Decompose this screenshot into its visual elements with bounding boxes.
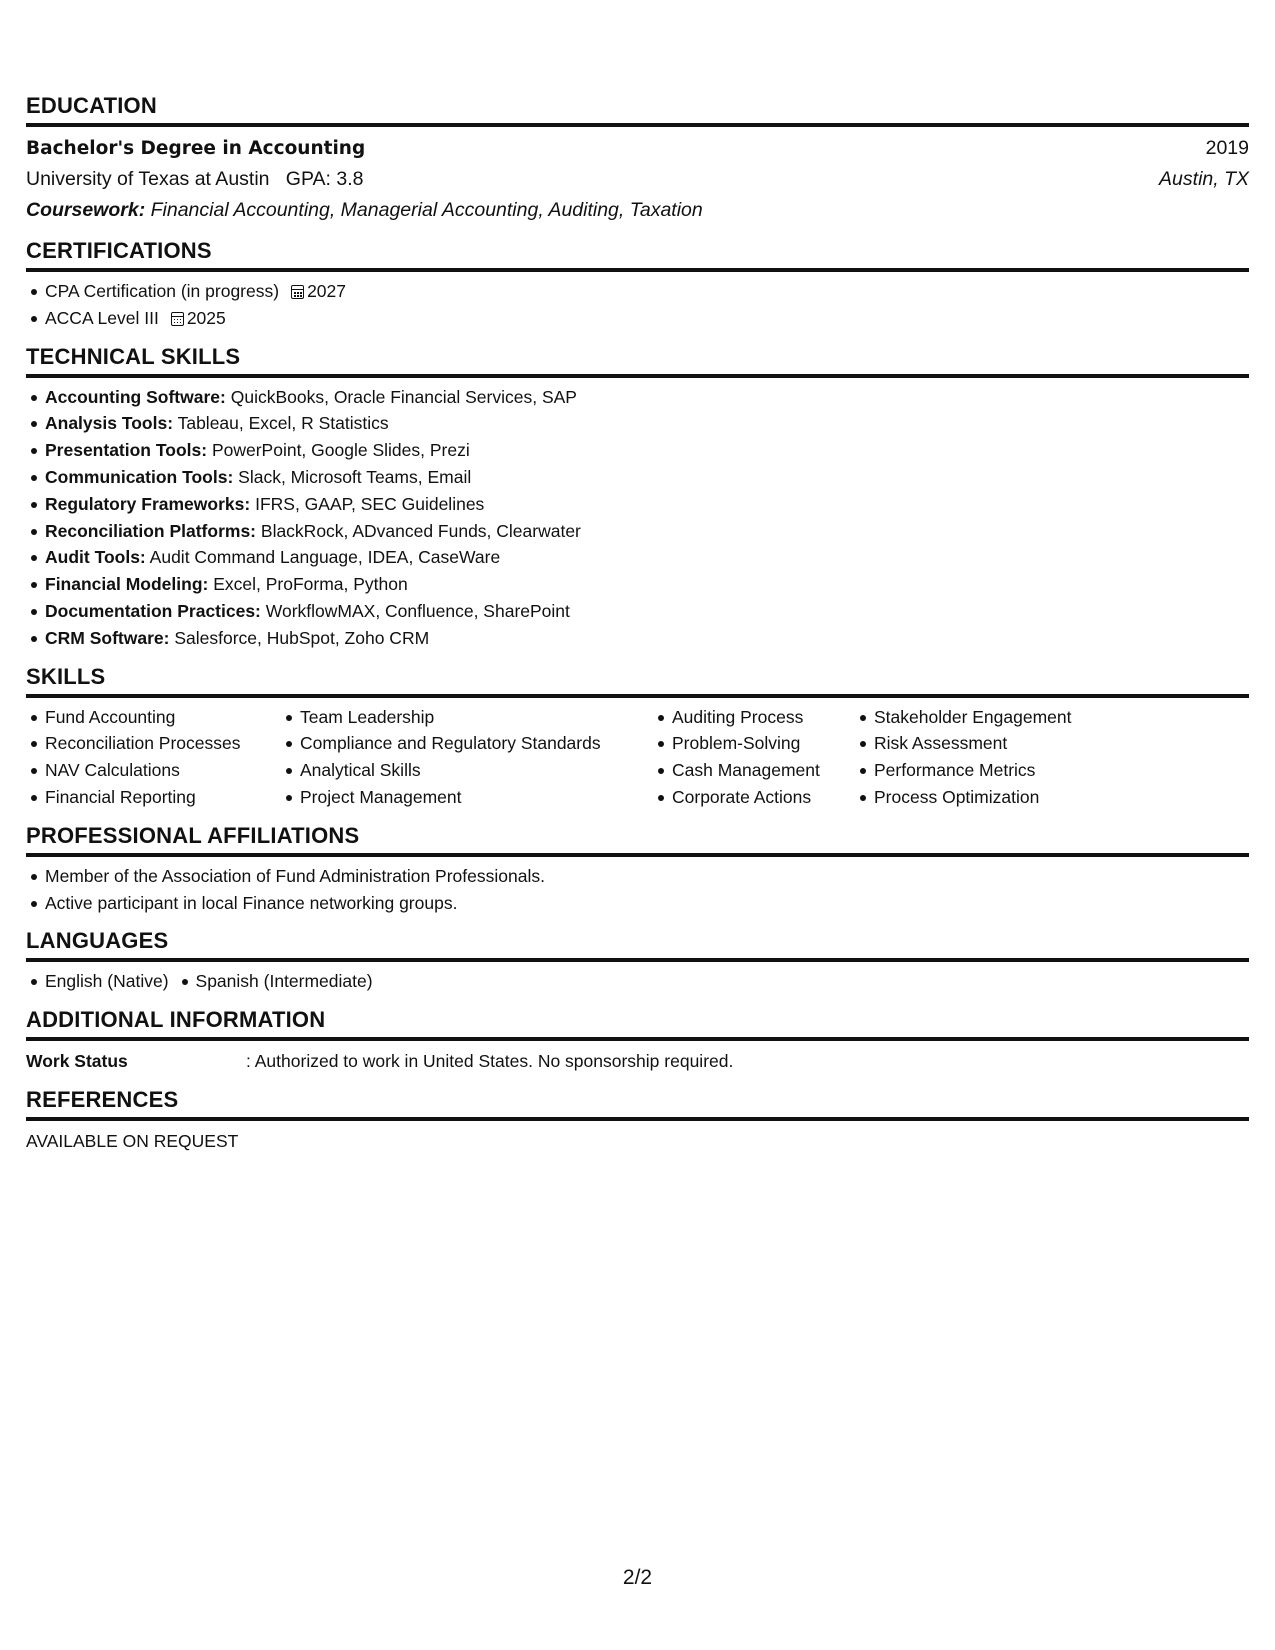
calendar-icon [171,312,184,326]
affiliations-heading: PROFESSIONAL AFFILIATIONS [26,823,1249,857]
list-item: English (Native) [45,968,169,995]
skills-column-3 [653,704,855,811]
coursework-label: Coursework: [26,199,146,221]
list-item [45,625,1249,652]
skills-section [26,664,1249,811]
school-location: Austin, TX [1159,168,1249,190]
affiliations-section [26,823,1249,917]
list-item: NAV Calculations [45,757,281,784]
skill-values: Tableau, Excel, R Statistics [177,413,389,434]
skill-category: Financial Modeling: [45,574,209,595]
skill-values: BlackRock, ADvanced Funds, Clearwater [260,520,581,541]
list-item: Risk Assessment [874,730,1174,757]
list-item [45,491,1249,518]
list-item [45,598,1249,625]
additional-info-section [26,1007,1249,1075]
list-item: Stakeholder Engagement [874,704,1174,731]
certification-year: 2027 [307,281,346,301]
work-status-row [26,1047,1249,1075]
list-item: Analytical Skills [300,757,653,784]
resume-page [26,93,1249,1167]
certifications-heading: CERTIFICATIONS [26,238,1249,272]
graduation-year: 2019 [1205,137,1249,159]
list-item: Corporate Actions [672,784,855,811]
list-item: Project Management [300,784,653,811]
gpa: GPA: 3.8 [285,168,364,190]
school-name: University of Texas at Austin [26,168,270,190]
list-item [45,544,1249,571]
list-item: Compliance and Regulatory Standards [300,730,653,757]
list-item: Spanish (Intermediate) [196,968,373,995]
skills-grid [26,704,1249,811]
list-item [45,305,1249,332]
coursework-list: Financial Accounting, Managerial Accounting, Auditing, Taxation [150,199,703,221]
list-item: Auditing Process [672,704,855,731]
technical-skills-list [26,384,1249,652]
certifications-section [26,238,1249,332]
certification-name: CPA Certification (in progress) [45,281,280,301]
coursework [26,195,1249,226]
skill-category: Accounting Software: [45,386,226,407]
education-school-row [26,164,1249,195]
work-status-label: Work Status [26,1051,128,1072]
certifications-list [26,278,1249,332]
references-heading: REFERENCES [26,1087,1249,1121]
additional-info-heading: ADDITIONAL INFORMATION [26,1007,1249,1041]
list-item [45,410,1249,437]
list-item [45,464,1249,491]
certification-year: 2025 [186,307,226,328]
list-item [45,278,1249,305]
list-item [45,384,1249,411]
skill-values: IFRS, GAAP, SEC Guidelines [255,493,485,514]
calendar-icon [291,285,304,299]
list-item [45,571,1249,598]
list-item: Member of the Association of Fund Administration Professionals. [45,863,1249,890]
skill-category: Audit Tools: [45,547,146,568]
skill-values: Slack, Microsoft Teams, Email [238,466,472,487]
list-item: Performance Metrics [874,757,1174,784]
list-item: Team Leadership [300,704,653,731]
skill-values: QuickBooks, Oracle Financial Services, SAP [230,386,577,407]
languages-list [26,968,1249,995]
skill-values: Salesforce, HubSpot, Zoho CRM [174,627,430,648]
skill-category: Analysis Tools: [45,413,174,434]
education-heading: EDUCATION [26,93,1249,127]
references-section [26,1087,1249,1155]
skill-category: CRM Software: [45,627,170,648]
technical-skills-section [26,344,1249,652]
skill-values: Audit Command Language, IDEA, CaseWare [149,547,501,568]
list-item: Cash Management [672,757,855,784]
list-item: Process Optimization [874,784,1174,811]
education-section [26,93,1249,226]
skills-column-4 [855,704,1174,811]
references-text: AVAILABLE ON REQUEST [26,1131,239,1152]
skills-column-2 [281,704,653,811]
skill-category: Reconciliation Platforms: [45,520,257,541]
skill-values: WorkflowMAX, Confluence, SharePoint [265,600,570,621]
skills-column-1 [26,704,281,811]
education-degree-row [26,133,1249,164]
list-item [45,437,1249,464]
certification-name: ACCA Level III [45,307,159,328]
skill-values: PowerPoint, Google Slides, Prezi [211,440,470,461]
skill-category: Presentation Tools: [45,440,208,461]
languages-section [26,928,1249,995]
list-item: Fund Accounting [45,704,281,731]
skill-category: Regulatory Frameworks: [45,493,251,514]
list-item: Financial Reporting [45,784,281,811]
affiliations-list [26,863,1249,917]
technical-skills-heading: TECHNICAL SKILLS [26,344,1249,378]
skill-category: Documentation Practices: [45,600,261,621]
skills-heading: SKILLS [26,664,1249,698]
list-item [45,518,1249,545]
list-item: Problem-Solving [672,730,855,757]
list-item: Reconciliation Processes [45,730,281,757]
degree-name: Bachelor's Degree in Accounting [26,138,366,159]
languages-heading: LANGUAGES [26,928,1249,962]
skill-category: Communication Tools: [45,466,234,487]
work-status-value: : Authorized to work in United States. No sponsorship required. [246,1051,734,1072]
school-info [26,164,363,195]
list-item: Active participant in local Finance networking groups. [45,890,1249,917]
page-number: 2/2 [622,1566,653,1589]
skill-values: Excel, ProForma, Python [213,574,408,595]
